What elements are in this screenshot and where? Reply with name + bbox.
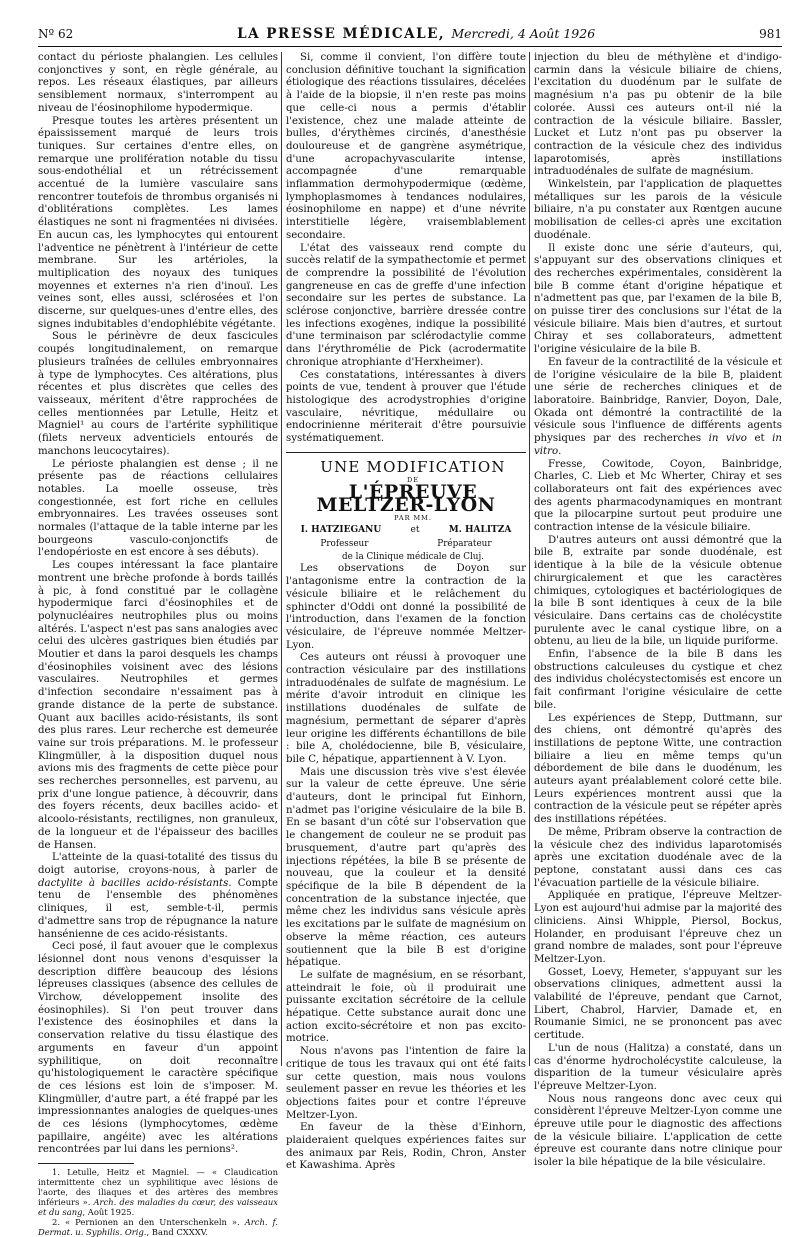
paragraph: Enfin, l'absence de la bile B dans les obstructions calculeuses du cystique et chez des individus cholécystectomisés est encore un fait confirmant l'origine vésiculaire de cette bile. bbox=[534, 649, 782, 711]
article-heading bbox=[286, 457, 526, 564]
author-2-role: Préparateur bbox=[437, 539, 492, 550]
article-separator bbox=[286, 452, 526, 453]
paragraph: Ces constatations, intéressantes à divers points de vue, tendent à prouver que l'étude histologique des acrodystrophies d'origine vasculaire, névritique, médullaire ou endocrinienne mériterait d'être poursuivie systématiquement. bbox=[286, 369, 526, 445]
paragraph: Presque toutes les artères présentent un épaississement marqué de leurs trois tuniques. Sur certaines d'entre elles, on remarque une prolifération notable du tissu sous-endothélial et un rétrécissement accentué de la lumière vasculaire sans rencontrer toutefois de thrombus organisés ni d'oblitérations complètes. Les lames élastiques ne sont ni fragmentées ni divisées. En aucun cas, les lymphocytes qui entourent l'adventice ne pénètrent à l'intérieur de cette membrane. Sur les artérioles, la multiplication des noyaux des tuniques moyennes et externes n'a rien d'inouï. Les veines sont, elles aussi, sclérosées et l'on discerne, sur quelques-unes d'entre elles, des signes indubitables d'endophlébite végétante. bbox=[38, 115, 278, 330]
paragraph: En faveur de la thèse d'Einhorn, plaideraient quelques expériences faites sur des animaux par Reis, Rodin, Chron, Anster et Kawashima. Après bbox=[286, 1122, 526, 1172]
text-run: 1. Letulle, Heitz et Magniel. — « Claudication intermittente chez un syphilitique avec lésions de l'aorte, des iliaques et des artères des membres inférieurs ». bbox=[38, 1167, 278, 1208]
paragraph: Le sulfate de magnésium, en se résorbant, atteindrait le foie, où il produirait une puissante excitation sécrétoire de la cellule hépatique. Cette substance aurait donc une action excito-sécrétoire et non pas excito-motrice. bbox=[286, 969, 526, 1045]
article-title-de: DE bbox=[407, 475, 419, 484]
paragraph: L'état des vaisseaux rend compte du succès relatif de la sympathectomie et permet de comprendre la possibilité de l'évolution gangreneuse en cas de greffe d'une infection secondaire sur les pertes de substance. La sclérose conjonctive, barrière dressée contre les infections exogènes, indique la possibilité d'une terminaison par sclérodactylie comme dans l'érythromélie de Pick (acrodermatite chronique atrophiante d'Herxheimer). bbox=[286, 242, 526, 368]
issue-date: Mercredi, 4 Août 1926 bbox=[451, 26, 596, 41]
paragraph: Winkelstein, par l'application de plaquettes métalliques sur les parois de la vésicule biliaire, n'a pu constater aux Rœntgen aucune mobilisation de celles-ci après une excitation duodénale. bbox=[534, 179, 782, 241]
author-conjunction: et bbox=[410, 525, 420, 536]
journal-title bbox=[237, 26, 595, 42]
paragraph: Les observations de Doyon sur l'antagonisme entre la contraction de la vésicule biliaire et le relâchement du sphincter d'Oddi ont donné la possibilité de l'introduction, dans l'examen de la fonction vésiculaire, de l'épreuve nommée Meltzer-Lyon. bbox=[286, 563, 526, 651]
paragraph: Le périoste phalangien est dense ; il ne présente pas de réactions cellulaires notables. La moelle osseuse, très congestionnée, est fort riche en cellules embryonnaires. Les travées osseuses sont normales (l'attaque de la table interne par les bourgeons vasculo-conjonctifs de l'endopérioste en est encore à ses débuts). bbox=[38, 458, 278, 559]
text-run: En faveur de la contractilité de la vésicule et de l'origine vésiculaire de la bile B, plaident une série de recherches cliniques et de laboratoire. Bainbridge, Ranvier, Doyon, Dale, Okada ont démontré la contractilité de la vésicule sous l'influence de différents agents physiques par des recherches bbox=[534, 356, 782, 445]
paragraph: L'un de nous (Halitza) a constaté, dans un cas d'énorme hydrocholécystite calculeuse, la disparition de la tumeur vésiculaire après l'épreuve Meltzer-Lyon. bbox=[534, 1042, 782, 1092]
journal-name: LA PRESSE MÉDICALE, bbox=[237, 26, 446, 42]
text-run: et bbox=[746, 433, 773, 445]
text-run: L'atteinte de la quasi-totalité des tissus du doigt autorise, croyons-nous, à parler de bbox=[38, 852, 278, 876]
column-3 bbox=[534, 52, 782, 1169]
paragraph: Sous le périnèvre de deux fascicules coupés longitudinalement, on remarque plusieurs traînées de cellules embryonnaires à type de lymphocytes. Ces altérations, plus récentes et plus discrètes que celles des vaisseaux, méritent d'être rapprochées de celles mentionnées par Letulle, Heitz et Magniel¹ au cours de l'artérite syphilitique (filets nerveux adventiciels entourés de manchons leucocytaires). bbox=[38, 331, 278, 457]
paragraph: De même, Pribram observe la contraction de la vésicule chez des individus laparotomisés après une excitation duodénale avec de la peptone, constatant aussi dans ces cas l'évacuation partielle de la vésicule biliaire. bbox=[534, 826, 782, 889]
footnote-2 bbox=[38, 1217, 278, 1237]
article-title-line-1: UNE MODIFICATION bbox=[320, 457, 506, 476]
paragraph: Fresse, Cowitode, Coyon, Bainbridge, Charles, C. Lieb et Mc Wherter, Chiray et ses collaborateurs ont fait des expériences avec des agents pharmacodynamiques en montrant que la pilocarpine surtout peut produire une contraction intense de la vésicule biliaire. bbox=[534, 458, 782, 534]
paragraph: injection du bleu de méthylène et d'indigo-carmin dans la vésicule biliaire de chiens, l'excitation du duodénum par le sulfate de magnésium n'a pas pu obtenir de la bile colorée. Aussi ces auteurs ont-il nié la contraction de la vésicule biliaire. Bassler, Lucket et Lutz n'ont pas pu observer la contraction de la vésicule chez des individus laparotomisés, après instillations intraduodénales de sulfate de magnésium. bbox=[534, 52, 782, 178]
footnote-rule bbox=[38, 1163, 134, 1164]
paragraph: Si, comme il convient, l'on diffère toute conclusion définitive touchant la signification étiologique des réactions tissulaires, décelées à l'aide de la biopsie, il n'en reste pas moins que celle-ci nous a permis d'établir l'existence, chez une malade atteinte de bulles, d'érythèmes circinés, d'anesthésie douloureuse et de gangrène asymétrique, d'une acropachyvascularite intense, accompagnée d'une remarquable inflammation dermohypodermique (œdème, lymphoplasmomes à tendances nodulaires, éosinophilome en nappe) et d'une névrite interstitielle légère, vraisemblablement secondaire. bbox=[286, 52, 526, 241]
italic-term: in vitro bbox=[534, 433, 782, 457]
author-affiliation: de la Clinique médicale de Cluj. bbox=[342, 551, 484, 562]
header-rule bbox=[38, 46, 782, 47]
author-1: I. HATZIEGANU bbox=[300, 525, 382, 536]
paragraph: Mais une discussion très vive s'est élevée sur la valeur de cette épreuve. Une série d'auteurs, dont le principal fut Einhorn, n'admet pas l'origine vésiculaire de la bile B. En se basant d'un côté sur l'observation que le changement de couleur ne se produit pas brusquement, d'autre part qu'après des injections répétées, la bile B se présente de nouveau, que la couleur et la densité spécifique de la bile B dépendent de la concentration de la substance injectée, que même chez les individus sans vésicule après les excitations par le sulfate de magnésium on observe la même réaction, ces auteurs soutiennent que la bile B est d'origine hépatique. bbox=[286, 766, 526, 969]
folio: 981 bbox=[759, 27, 782, 41]
paragraph: Appliquée en pratique, l'épreuve Meltzer-Lyon est aujourd'hui admise par la majorité des cliniciens. Ainsi Whipple, Piersol, Bockus, Holander, en produisant l'épreuve chez un grand nombre de malades, sont pour l'épreuve Meltzer-Lyon. bbox=[534, 890, 782, 965]
paragraph: Nous nous rangeons donc avec ceux qui considèrent l'épreuve Meltzer-Lyon comme une épreuve utile pour le diagnostic des affections de la vésicule biliaire. L'application de cette épreuve est courante dans notre clinique pour isoler la bile hépatique de la bile vésiculaire. bbox=[534, 1093, 782, 1169]
text-run: , Août 1925. bbox=[82, 1207, 135, 1218]
paragraph: contact du périoste phalangien. Les cellules conjonctives y sont, en règle générale, au repos. Les réseaux élastiques, par ailleurs sensiblement normaux, s'interrompent au niveau de l'éosinophilome hypodermique. bbox=[38, 52, 278, 114]
article-title-line-2: L'ÉPREUVE MELTZER-LYON bbox=[316, 481, 496, 516]
article-authors bbox=[286, 524, 526, 537]
italic-term: dactylite à bacilles acido-résistants bbox=[38, 877, 229, 889]
article-byline: PAR MM. bbox=[394, 513, 432, 522]
paragraph: Les coupes intéressant la face plantaire montrent une brèche profonde à bords taillés à pic, à fond constitué par le collagène hypodermique farci d'éosinophiles et de polynucléaires neutrophiles plus ou moins altérés. L'aspect n'est pas sans analogies avec celui des ulcères gastriques bien étudiés par Moutier et dans la paroi desquels les champs d'éosinophiles voisinent avec des lésions vasculaires. Neutrophiles et germes d'infection secondaire n'essaiment pas à grande distance de la perte de substance. Quant aux bacilles acido-résistants, ils sont des plus rares. Leur recherche est demeurée vaine sur trois préparations. M. le professeur Klingmüller, à la disposition duquel nous avions mis des fragments de cette pièce pour ses recherches personnelles, est parvenu, au prix d'une longue patience, à découvrir, dans des foyers récents, deux bacilles acido- et alcoolo-résistants, rectilignes, non granuleux, de la longueur et de l'épaisseur des bacilles de Hansen. bbox=[38, 560, 278, 851]
paragraph: Gosset, Loevy, Hemeter, s'appuyant sur les observations cliniques, admettent aussi la valabilité de l'épreuve, pendant que Carnot, Libert, Chabrol, Harvier, Damade et, en Roumanie Simici, ne se prononcent pas avec certitude. bbox=[534, 966, 782, 1042]
page-header bbox=[38, 26, 782, 44]
paragraph bbox=[534, 357, 782, 459]
column-1 bbox=[38, 52, 278, 1237]
column-2 bbox=[286, 52, 526, 1172]
paragraph: Ces auteurs ont réussi à provoquer une contraction vésiculaire par des instillations intraduodénales de sulfate de magnésium. Le mérite d'avoir introduit en clinique les instillations duodénales de sulfate de magnésium, permettant de séparer d'après leur origine les différents échantillons de bile : bile A, cholédocienne, bile B, vésiculaire, bile C, hépatique, appartiennent à V. Lyon. bbox=[286, 652, 526, 765]
author-2: M. HALITZA bbox=[448, 525, 512, 536]
text-run: . Compte tenu de l'ensemble des phénomènes cliniques, il est, semble-t-il, permis d'admettre sans trop de répugnance la nature hansénienne de ces acido-résistants. bbox=[38, 877, 278, 940]
paragraph: Il existe donc une série d'auteurs, qui, s'appuyant sur des observations cliniques et des recherches expérimentales, considèrent la bile B comme étant d'origine hépatique et n'admettent pas que, par l'examen de la bile B, on puisse tirer des conclusions sur l'état de la vésicule biliaire. Mais bien d'autres, et surtout Chiray et ses collaborateurs, admettent l'origine vésiculaire de la bile B. bbox=[534, 242, 782, 356]
text-run: . bbox=[558, 445, 562, 457]
paragraph: D'autres auteurs ont aussi démontré que la bile B, extraite par sonde duodénale, est identique à la bile de la vésicule obtenue chirurgicalement et que les caractères chimiques, cytologiques et bactériologiques de la bile B sont identiques à ceux de la bile vésiculaire. Dans certains cas de cholécystite purulente avec le canal cystique libre, on a obtenu, au lieu de la bile, un liquide puriforme. bbox=[534, 534, 782, 648]
italic-term: in vivo bbox=[708, 433, 747, 445]
column-divider-2 bbox=[529, 52, 530, 1066]
paragraph: Ceci posé, il faut avouer que le complexus lésionnel dont nous venons d'esquisser la description diffère beaucoup des lésions lépreuses classiques (absence des cellules de Virchow, développement insolite des éosinophiles). Si l'on peut trouver dans l'existence des éosinophiles et dans la conservation relative du tissu élastique des arguments en faveur d'un appoint syphilitique, on doit reconnaître qu'histologiquement le caractère spécifique de ces lésions est loin de s'imposer. M. Klingmüller, d'autre part, a été frappé par les impressionnantes analogies de quelques-unes de ces lésions (lymphocytomes, œdème papillaire, angéite) avec les altérations rencontrées par lui dans les pernions². bbox=[38, 941, 278, 1156]
paragraph: Nous n'avons pas l'intention de faire la critique de tous les travaux qui ont été faits sur cette question, mais nous voulons seulement passer en revue les théories et les objections faites pour et contre l'épreuve Meltzer-Lyon. bbox=[286, 1046, 526, 1121]
paragraph bbox=[38, 852, 278, 941]
author-titles bbox=[286, 538, 526, 551]
page-number: Nº 62 bbox=[38, 27, 74, 41]
footnote-1 bbox=[38, 1167, 278, 1217]
text-run: 2. « Pernionen an den Unterschenkeln ». bbox=[52, 1217, 245, 1228]
column-divider-1 bbox=[281, 52, 282, 1066]
italic-term: Arch. des maladies du cœur, des vaisseaux et du sang bbox=[38, 1197, 278, 1218]
text-run: , Band CXXXV. bbox=[146, 1227, 208, 1237]
author-1-role: Professeur bbox=[320, 539, 369, 550]
italic-term: Arch. f. Dermat. u. Syphilis. Orig. bbox=[38, 1217, 278, 1237]
paragraph: Les expériences de Stepp, Duttmann, sur des chiens, ont démontré qu'après des instillations de peptone Witte, une contraction biliaire a lieu en même temps qu'un débordement de bile dans le duodénum, les auteurs ayant préalablement coloré cette bile. Leurs expériences montrent aussi que la contraction de la vésicule peut se répéter après des instillations répétées. bbox=[534, 712, 782, 826]
